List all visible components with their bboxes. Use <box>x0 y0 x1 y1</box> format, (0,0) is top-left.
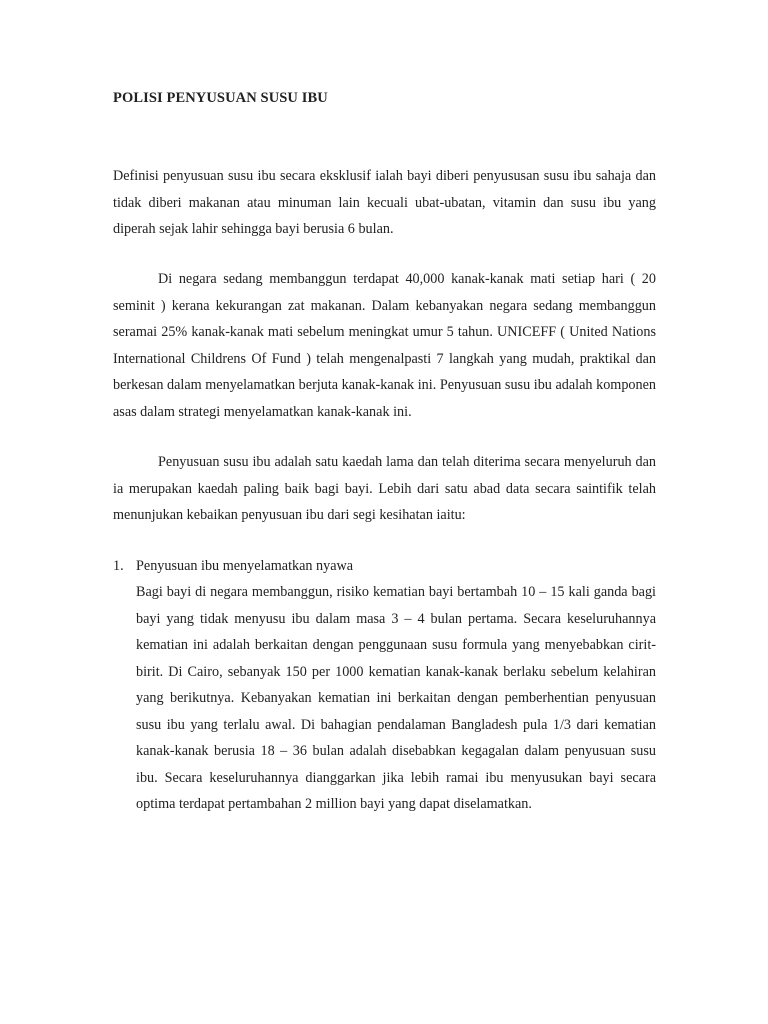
document-title: POLISI PENYUSUAN SUSU IBU <box>113 90 328 106</box>
list-item-heading: Penyusuan ibu menyelamatkan nyawa <box>136 558 354 574</box>
paragraph-breastfeeding-method: Penyusuan susu ibu adalah satu kaedah lama dan telah diterima secara menyeluruh dan ia merupakan kaedah paling baik bagi bayi. Lebih dari satu abad data secara saintifik telah menunjukan kebaikan penyusuan ibu dari segi kesihatan iaitu: <box>113 454 656 523</box>
list-item-1 <box>113 553 658 818</box>
list-item-body: Bagi bayi di negara membanggun, risiko kematian bayi bertambah 10 – 15 kali ganda bagi bayi yang tidak menyusu ibu dalam masa 3 – 4 bulan pertama. Secara keseluruhannya kematian ini adalah berkaitan dengan penggunaan susu formula yang menyebabkan cirit-birit. Di Cairo, sebanyak 150 per 1000 kematian kanak-kanak berlaku sebelum kelahiran yang berikutnya. Kebanyakan kematian ini berkaitan dengan pemberhentian penyusuan susu ibu yang terlalu awal. Di bahagian pendalaman Bangladesh pula 1/3 dari kematian kanak-kanak berusia 18 – 36 bulan adalah disebabkan kegagalan dalam penyusuan susu ibu. Secara keseluruhannya dianggarkan jika lebih ramai ibu menyusukan bayi secara optima terdapat pertambahan 2 million bayi yang dapat diselamatkan. <box>136 584 656 812</box>
paragraph-definition: Definisi penyusuan susu ibu secara eksklusif ialah bayi diberi penyususan susu ibu sahaja dan tidak diberi makanan atau minuman lain kecuali ubat-ubatan, vitamin dan susu ibu yang diperah sejak lahir sehingga bayi berusia 6 bulan. <box>113 168 656 237</box>
list-item-number: 1. <box>113 558 124 574</box>
list-item-head <box>113 553 658 579</box>
paragraph-developing-countries: Di negara sedang membanggun terdapat 40,000 kanak-kanak mati setiap hari ( 20 seminit ) kerana kekurangan zat makanan. Dalam kebanyakan negara sedang membanggun seramai 25% kanak-kanak mati sebelum meningkat umur 5 tahun. UNICEFF ( United Nations International Childrens Of Fund ) telah mengenalpasti 7 langkah yang mudah, praktikal dan berkesan dalam menyelamatkan berjuta kanak-kanak ini. Penyusuan susu ibu adalah komponen asas dalam strategi menyelamatkan kanak-kanak ini. <box>113 271 656 420</box>
